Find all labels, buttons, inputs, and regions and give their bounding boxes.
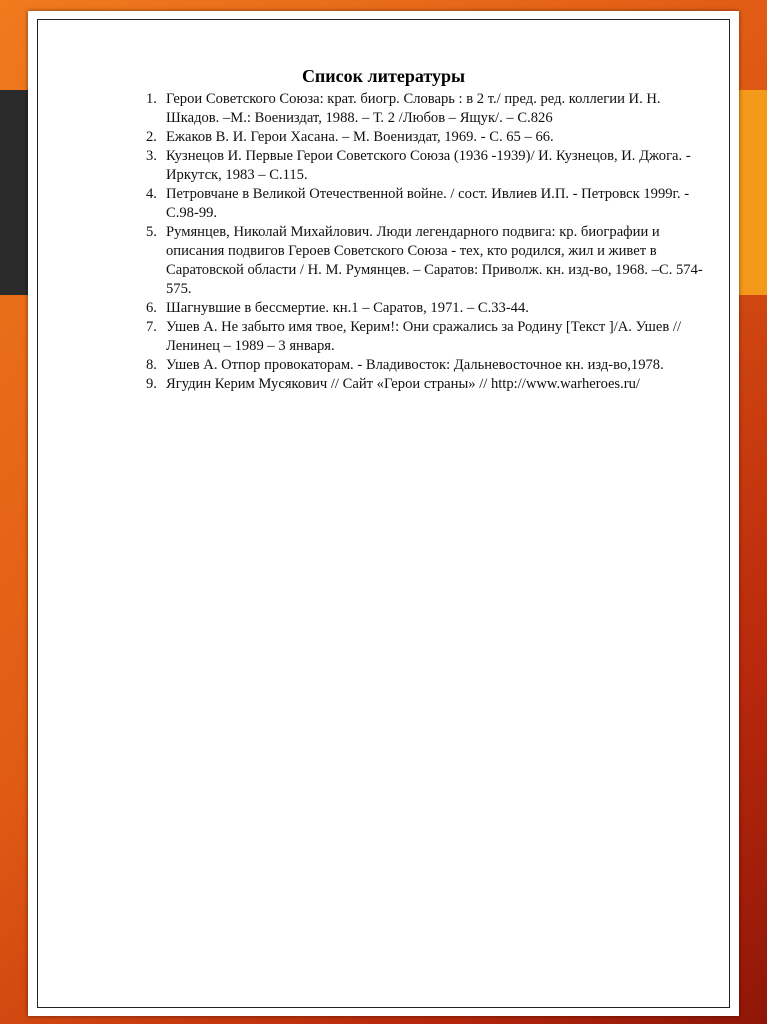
reference-item	[146, 375, 706, 394]
document-page	[37, 19, 730, 1008]
reference-text: Румянцев, Николай Михайлович. Люди легендарного подвига: кр. биографии и описания подвигов Героев Советского Союза - тех, кто родился, жил и живет в Саратовской области / Н. М. Румянцев. – Саратов: Приволж. кн. изд-во, 1968. –С. 574-575.	[166, 224, 703, 297]
reference-text: Шагнувшие в бессмертие. кн.1 – Саратов, 1971. – С.33-44.	[166, 300, 529, 316]
reference-item	[146, 223, 706, 299]
reference-number: 6.	[146, 300, 157, 316]
reference-item	[146, 318, 706, 356]
reference-text: Герои Советского Союза: крат. биогр. Словарь : в 2 т./ пред. ред. коллегии И. Н. Шкадов. –М.: Воениздат, 1988. – Т. 2 /Любов – Ящук/. – С.826	[166, 91, 661, 126]
reference-item	[146, 185, 706, 223]
slide-frame	[28, 11, 739, 1016]
reference-number: 2.	[146, 129, 157, 145]
reference-text: Ушев А. Отпор провокаторам. - Владивосток: Дальневосточное кн. изд-во,1978.	[166, 357, 664, 373]
reference-number: 7.	[146, 319, 157, 335]
reference-text: Кузнецов И. Первые Герои Советского Союза (1936 -1939)/ И. Кузнецов, И. Джога. - Иркутск, 1983 – С.115.	[166, 148, 691, 183]
reference-item	[146, 128, 706, 147]
reference-number: 3.	[146, 148, 157, 164]
reference-number: 1.	[146, 91, 157, 107]
reference-item	[146, 90, 706, 128]
reference-text: Петровчане в Великой Отечественной войне. / сост. Ивлиев И.П. - Петровск 1999г. - С.98-99.	[166, 186, 690, 221]
document-title: Список литературы	[301, 66, 466, 86]
reference-number: 8.	[146, 357, 157, 373]
reference-text: Ежаков В. И. Герои Хасана. – М. Воениздат, 1969. - С. 65 – 66.	[166, 129, 554, 145]
reference-item	[146, 356, 706, 375]
reference-text: Ягудин Керим Мусякович // Сайт «Герои страны» // http://www.warheroes.ru/	[166, 376, 640, 392]
reference-item	[146, 147, 706, 185]
reference-list	[146, 90, 706, 394]
reference-text: Ушев А. Не забыто имя твое, Керим!: Они сражались за Родину [Текст ]/А. Ушев // Ленинец – 1989 – 3 января.	[166, 319, 682, 354]
reference-item	[146, 299, 706, 318]
reference-number: 9.	[146, 376, 157, 392]
reference-number: 4.	[146, 186, 157, 202]
reference-number: 5.	[146, 224, 157, 240]
